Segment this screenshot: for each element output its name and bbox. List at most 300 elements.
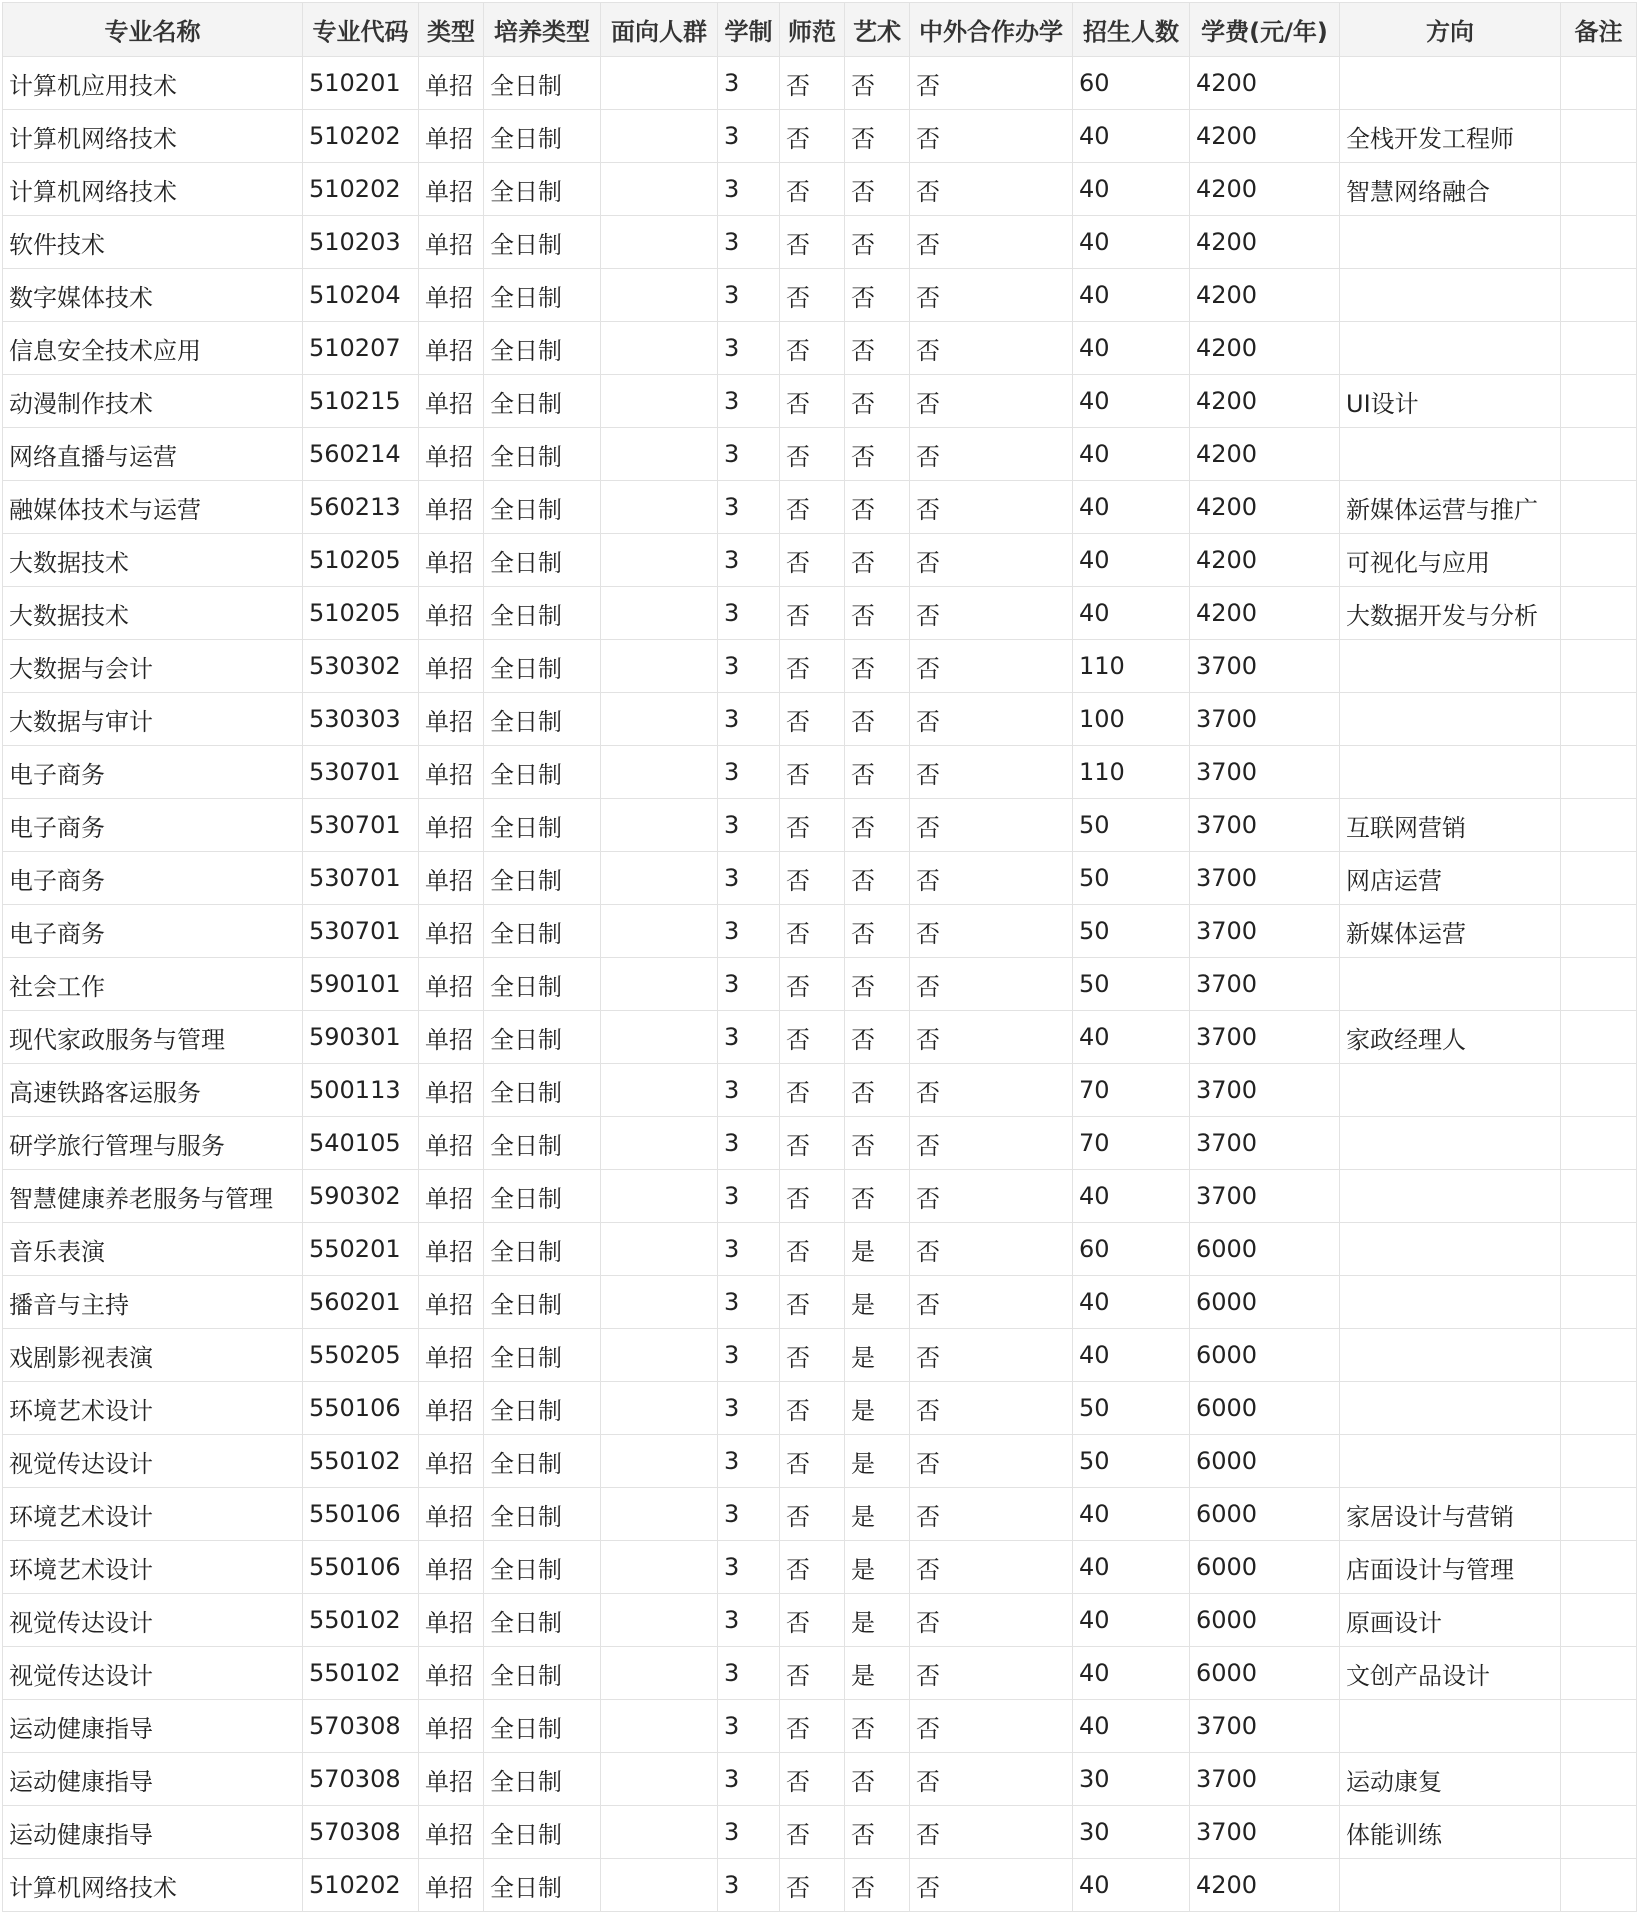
cell-teacher-training: 否 [780, 1329, 845, 1382]
enrollment-table [2, 2, 1637, 1912]
cell-teacher-training: 否 [780, 1223, 845, 1276]
cell-type: 单招 [419, 534, 484, 587]
cell-major-code: 530701 [303, 905, 419, 958]
cell-type: 单招 [419, 1435, 484, 1488]
cell-direction: 新媒体运营 [1340, 905, 1561, 958]
cell-duration: 3 [718, 905, 780, 958]
cell-duration: 3 [718, 958, 780, 1011]
table-row [3, 1488, 1637, 1541]
cell-target-group [601, 1859, 718, 1912]
cell-enrollment: 40 [1073, 1329, 1190, 1382]
cell-major-name: 电子商务 [3, 852, 303, 905]
cell-direction: 家居设计与营销 [1340, 1488, 1561, 1541]
cell-tuition: 4200 [1190, 1859, 1340, 1912]
cell-enrollment: 70 [1073, 1064, 1190, 1117]
cell-tuition: 4200 [1190, 110, 1340, 163]
cell-direction [1340, 1276, 1561, 1329]
cell-remarks [1561, 481, 1637, 534]
cell-tuition: 3700 [1190, 799, 1340, 852]
cell-art: 否 [845, 163, 910, 216]
cell-teacher-training: 否 [780, 1435, 845, 1488]
cell-art: 否 [845, 640, 910, 693]
cell-type: 单招 [419, 57, 484, 110]
cell-type: 单招 [419, 746, 484, 799]
cell-type: 单招 [419, 905, 484, 958]
cell-enrollment: 40 [1073, 1700, 1190, 1753]
table-row [3, 1117, 1637, 1170]
cell-teacher-training: 否 [780, 1647, 845, 1700]
cell-duration: 3 [718, 1435, 780, 1488]
cell-major-code: 550106 [303, 1488, 419, 1541]
cell-study-type: 全日制 [484, 57, 601, 110]
cell-art: 是 [845, 1541, 910, 1594]
cell-tuition: 6000 [1190, 1647, 1340, 1700]
cell-duration: 3 [718, 375, 780, 428]
cell-major-name: 现代家政服务与管理 [3, 1011, 303, 1064]
cell-target-group [601, 269, 718, 322]
cell-remarks [1561, 163, 1637, 216]
cell-duration: 3 [718, 799, 780, 852]
cell-duration: 3 [718, 163, 780, 216]
cell-study-type: 全日制 [484, 1011, 601, 1064]
cell-type: 单招 [419, 1859, 484, 1912]
cell-major-name: 环境艺术设计 [3, 1541, 303, 1594]
cell-art: 否 [845, 905, 910, 958]
cell-major-name: 环境艺术设计 [3, 1382, 303, 1435]
cell-target-group [601, 1806, 718, 1859]
cell-direction: 网店运营 [1340, 852, 1561, 905]
cell-major-name: 电子商务 [3, 746, 303, 799]
cell-type: 单招 [419, 640, 484, 693]
table-row [3, 216, 1637, 269]
cell-teacher-training: 否 [780, 905, 845, 958]
cell-remarks [1561, 1488, 1637, 1541]
cell-study-type: 全日制 [484, 693, 601, 746]
cell-study-type: 全日制 [484, 1541, 601, 1594]
cell-teacher-training: 否 [780, 1382, 845, 1435]
cell-target-group [601, 1170, 718, 1223]
cell-study-type: 全日制 [484, 1594, 601, 1647]
cell-major-code: 510204 [303, 269, 419, 322]
cell-tuition: 4200 [1190, 57, 1340, 110]
cell-remarks [1561, 1806, 1637, 1859]
cell-enrollment: 110 [1073, 746, 1190, 799]
cell-enrollment: 50 [1073, 852, 1190, 905]
cell-art: 是 [845, 1276, 910, 1329]
cell-direction [1340, 1117, 1561, 1170]
cell-art: 否 [845, 587, 910, 640]
cell-teacher-training: 否 [780, 958, 845, 1011]
cell-remarks [1561, 1329, 1637, 1382]
cell-tuition: 6000 [1190, 1223, 1340, 1276]
cell-joint-program: 否 [910, 746, 1073, 799]
cell-remarks [1561, 1859, 1637, 1912]
cell-major-code: 560214 [303, 428, 419, 481]
cell-art: 是 [845, 1594, 910, 1647]
cell-teacher-training: 否 [780, 852, 845, 905]
cell-major-name: 运动健康指导 [3, 1753, 303, 1806]
cell-enrollment: 40 [1073, 481, 1190, 534]
cell-type: 单招 [419, 110, 484, 163]
cell-major-name: 大数据与会计 [3, 640, 303, 693]
cell-tuition: 4200 [1190, 428, 1340, 481]
cell-enrollment: 50 [1073, 905, 1190, 958]
cell-teacher-training: 否 [780, 693, 845, 746]
cell-enrollment: 40 [1073, 1170, 1190, 1223]
col-header-joint-program: 中外合作办学 [910, 3, 1073, 57]
cell-target-group [601, 57, 718, 110]
cell-study-type: 全日制 [484, 746, 601, 799]
cell-tuition: 6000 [1190, 1276, 1340, 1329]
cell-major-name: 软件技术 [3, 216, 303, 269]
cell-teacher-training: 否 [780, 1594, 845, 1647]
col-header-major-code: 专业代码 [303, 3, 419, 57]
cell-major-name: 融媒体技术与运营 [3, 481, 303, 534]
table-row [3, 1170, 1637, 1223]
cell-tuition: 6000 [1190, 1435, 1340, 1488]
cell-major-code: 550106 [303, 1541, 419, 1594]
cell-remarks [1561, 1117, 1637, 1170]
cell-tuition: 3700 [1190, 1753, 1340, 1806]
cell-art: 否 [845, 269, 910, 322]
cell-teacher-training: 否 [780, 587, 845, 640]
cell-direction: 文创产品设计 [1340, 1647, 1561, 1700]
cell-art: 否 [845, 1170, 910, 1223]
table-row [3, 1753, 1637, 1806]
cell-joint-program: 否 [910, 905, 1073, 958]
cell-remarks [1561, 1382, 1637, 1435]
col-header-enrollment: 招生人数 [1073, 3, 1190, 57]
cell-direction [1340, 1435, 1561, 1488]
cell-study-type: 全日制 [484, 269, 601, 322]
table-row [3, 481, 1637, 534]
cell-duration: 3 [718, 1117, 780, 1170]
cell-joint-program: 否 [910, 1064, 1073, 1117]
cell-major-name: 智慧健康养老服务与管理 [3, 1170, 303, 1223]
cell-study-type: 全日制 [484, 905, 601, 958]
cell-duration: 3 [718, 1806, 780, 1859]
cell-joint-program: 否 [910, 57, 1073, 110]
cell-major-code: 510205 [303, 534, 419, 587]
cell-enrollment: 40 [1073, 375, 1190, 428]
cell-tuition: 4200 [1190, 216, 1340, 269]
cell-target-group [601, 1700, 718, 1753]
cell-teacher-training: 否 [780, 746, 845, 799]
table-row [3, 322, 1637, 375]
cell-enrollment: 40 [1073, 216, 1190, 269]
cell-enrollment: 60 [1073, 57, 1190, 110]
cell-duration: 3 [718, 269, 780, 322]
cell-target-group [601, 481, 718, 534]
cell-art: 否 [845, 375, 910, 428]
cell-tuition: 4200 [1190, 375, 1340, 428]
cell-duration: 3 [718, 1170, 780, 1223]
cell-major-code: 550205 [303, 1329, 419, 1382]
cell-art: 否 [845, 110, 910, 163]
cell-tuition: 6000 [1190, 1488, 1340, 1541]
cell-target-group [601, 1753, 718, 1806]
cell-study-type: 全日制 [484, 1064, 601, 1117]
cell-art: 否 [845, 534, 910, 587]
cell-major-code: 560201 [303, 1276, 419, 1329]
cell-art: 是 [845, 1488, 910, 1541]
cell-study-type: 全日制 [484, 1382, 601, 1435]
cell-major-name: 计算机网络技术 [3, 163, 303, 216]
col-header-art: 艺术 [845, 3, 910, 57]
cell-duration: 3 [718, 693, 780, 746]
cell-joint-program: 否 [910, 1382, 1073, 1435]
cell-major-name: 大数据技术 [3, 534, 303, 587]
cell-type: 单招 [419, 1276, 484, 1329]
cell-tuition: 4200 [1190, 587, 1340, 640]
cell-major-name: 研学旅行管理与服务 [3, 1117, 303, 1170]
cell-major-code: 530302 [303, 640, 419, 693]
cell-target-group [601, 1435, 718, 1488]
table-row [3, 1011, 1637, 1064]
cell-tuition: 6000 [1190, 1541, 1340, 1594]
cell-remarks [1561, 534, 1637, 587]
cell-duration: 3 [718, 322, 780, 375]
cell-target-group [601, 640, 718, 693]
cell-tuition: 3700 [1190, 1117, 1340, 1170]
cell-study-type: 全日制 [484, 1329, 601, 1382]
cell-major-name: 视觉传达设计 [3, 1594, 303, 1647]
cell-direction [1340, 1170, 1561, 1223]
cell-art: 是 [845, 1382, 910, 1435]
cell-duration: 3 [718, 1859, 780, 1912]
cell-major-code: 530701 [303, 799, 419, 852]
cell-direction: 运动康复 [1340, 1753, 1561, 1806]
table-row [3, 1541, 1637, 1594]
col-header-major-name: 专业名称 [3, 3, 303, 57]
cell-joint-program: 否 [910, 1806, 1073, 1859]
cell-duration: 3 [718, 1753, 780, 1806]
cell-study-type: 全日制 [484, 1117, 601, 1170]
cell-teacher-training: 否 [780, 428, 845, 481]
cell-type: 单招 [419, 322, 484, 375]
cell-type: 单招 [419, 1488, 484, 1541]
cell-major-code: 550102 [303, 1647, 419, 1700]
cell-joint-program: 否 [910, 1647, 1073, 1700]
cell-art: 否 [845, 1700, 910, 1753]
cell-enrollment: 40 [1073, 1011, 1190, 1064]
cell-target-group [601, 1276, 718, 1329]
cell-major-code: 550102 [303, 1594, 419, 1647]
cell-target-group [601, 587, 718, 640]
col-header-direction: 方向 [1340, 3, 1561, 57]
cell-direction [1340, 693, 1561, 746]
cell-major-code: 510215 [303, 375, 419, 428]
cell-study-type: 全日制 [484, 587, 601, 640]
cell-duration: 3 [718, 1488, 780, 1541]
cell-tuition: 4200 [1190, 534, 1340, 587]
cell-major-code: 550201 [303, 1223, 419, 1276]
col-header-target-group: 面向人群 [601, 3, 718, 57]
cell-enrollment: 30 [1073, 1753, 1190, 1806]
cell-direction: 智慧网络融合 [1340, 163, 1561, 216]
cell-major-name: 环境艺术设计 [3, 1488, 303, 1541]
cell-teacher-training: 否 [780, 375, 845, 428]
table-row [3, 746, 1637, 799]
cell-art: 否 [845, 852, 910, 905]
cell-tuition: 3700 [1190, 905, 1340, 958]
cell-type: 单招 [419, 1117, 484, 1170]
cell-study-type: 全日制 [484, 852, 601, 905]
cell-direction [1340, 1329, 1561, 1382]
cell-tuition: 4200 [1190, 269, 1340, 322]
cell-direction [1340, 1223, 1561, 1276]
cell-major-code: 570308 [303, 1806, 419, 1859]
cell-remarks [1561, 1435, 1637, 1488]
cell-study-type: 全日制 [484, 1223, 601, 1276]
cell-teacher-training: 否 [780, 1488, 845, 1541]
table-row [3, 1700, 1637, 1753]
cell-enrollment: 40 [1073, 534, 1190, 587]
cell-joint-program: 否 [910, 1011, 1073, 1064]
cell-study-type: 全日制 [484, 534, 601, 587]
cell-joint-program: 否 [910, 799, 1073, 852]
cell-enrollment: 40 [1073, 1488, 1190, 1541]
cell-joint-program: 否 [910, 1541, 1073, 1594]
cell-type: 单招 [419, 587, 484, 640]
cell-study-type: 全日制 [484, 1488, 601, 1541]
cell-joint-program: 否 [910, 163, 1073, 216]
cell-enrollment: 50 [1073, 958, 1190, 1011]
cell-target-group [601, 163, 718, 216]
cell-major-name: 运动健康指导 [3, 1700, 303, 1753]
cell-type: 单招 [419, 1647, 484, 1700]
cell-art: 否 [845, 481, 910, 534]
cell-target-group [601, 322, 718, 375]
table-row [3, 1647, 1637, 1700]
cell-major-code: 530701 [303, 746, 419, 799]
cell-duration: 3 [718, 110, 780, 163]
cell-major-code: 570308 [303, 1753, 419, 1806]
cell-type: 单招 [419, 428, 484, 481]
cell-duration: 3 [718, 481, 780, 534]
cell-major-name: 大数据技术 [3, 587, 303, 640]
col-header-tuition: 学费(元/年) [1190, 3, 1340, 57]
cell-major-name: 计算机应用技术 [3, 57, 303, 110]
cell-target-group [601, 1594, 718, 1647]
cell-target-group [601, 905, 718, 958]
cell-duration: 3 [718, 534, 780, 587]
cell-remarks [1561, 905, 1637, 958]
cell-type: 单招 [419, 1753, 484, 1806]
table-row [3, 905, 1637, 958]
cell-teacher-training: 否 [780, 1011, 845, 1064]
cell-remarks [1561, 746, 1637, 799]
table-row [3, 163, 1637, 216]
cell-study-type: 全日制 [484, 799, 601, 852]
cell-joint-program: 否 [910, 110, 1073, 163]
cell-enrollment: 40 [1073, 322, 1190, 375]
cell-target-group [601, 375, 718, 428]
cell-teacher-training: 否 [780, 799, 845, 852]
cell-remarks [1561, 1011, 1637, 1064]
cell-major-code: 590301 [303, 1011, 419, 1064]
cell-art: 否 [845, 1806, 910, 1859]
cell-art: 是 [845, 1223, 910, 1276]
cell-remarks [1561, 587, 1637, 640]
enrollment-table-container [2, 2, 1636, 1912]
cell-major-name: 电子商务 [3, 905, 303, 958]
cell-direction: 原画设计 [1340, 1594, 1561, 1647]
table-row [3, 428, 1637, 481]
cell-joint-program: 否 [910, 1700, 1073, 1753]
cell-study-type: 全日制 [484, 640, 601, 693]
cell-type: 单招 [419, 1223, 484, 1276]
cell-major-name: 播音与主持 [3, 1276, 303, 1329]
cell-joint-program: 否 [910, 1117, 1073, 1170]
table-body [3, 57, 1637, 1912]
cell-joint-program: 否 [910, 1753, 1073, 1806]
table-row [3, 1329, 1637, 1382]
cell-type: 单招 [419, 1806, 484, 1859]
cell-target-group [601, 746, 718, 799]
cell-direction [1340, 746, 1561, 799]
cell-major-code: 530701 [303, 852, 419, 905]
table-row [3, 534, 1637, 587]
cell-type: 单招 [419, 1064, 484, 1117]
cell-enrollment: 40 [1073, 587, 1190, 640]
cell-direction: 新媒体运营与推广 [1340, 481, 1561, 534]
cell-major-code: 510203 [303, 216, 419, 269]
table-row [3, 799, 1637, 852]
col-header-remarks: 备注 [1561, 3, 1637, 57]
cell-type: 单招 [419, 852, 484, 905]
table-row [3, 640, 1637, 693]
table-row [3, 1435, 1637, 1488]
cell-major-code: 510202 [303, 1859, 419, 1912]
cell-remarks [1561, 1647, 1637, 1700]
cell-remarks [1561, 110, 1637, 163]
cell-type: 单招 [419, 1011, 484, 1064]
cell-major-code: 510202 [303, 110, 419, 163]
cell-remarks [1561, 640, 1637, 693]
cell-art: 否 [845, 958, 910, 1011]
cell-major-name: 视觉传达设计 [3, 1435, 303, 1488]
cell-teacher-training: 否 [780, 534, 845, 587]
cell-teacher-training: 否 [780, 1064, 845, 1117]
cell-study-type: 全日制 [484, 1276, 601, 1329]
cell-tuition: 4200 [1190, 163, 1340, 216]
cell-enrollment: 40 [1073, 1594, 1190, 1647]
cell-duration: 3 [718, 1594, 780, 1647]
cell-joint-program: 否 [910, 216, 1073, 269]
table-row [3, 1859, 1637, 1912]
col-header-teacher-training: 师范 [780, 3, 845, 57]
cell-major-code: 530303 [303, 693, 419, 746]
cell-target-group [601, 1382, 718, 1435]
cell-type: 单招 [419, 481, 484, 534]
cell-enrollment: 30 [1073, 1806, 1190, 1859]
cell-type: 单招 [419, 163, 484, 216]
cell-type: 单招 [419, 958, 484, 1011]
cell-target-group [601, 1117, 718, 1170]
cell-target-group [601, 1223, 718, 1276]
cell-art: 否 [845, 1117, 910, 1170]
cell-art: 否 [845, 799, 910, 852]
cell-art: 是 [845, 1647, 910, 1700]
table-row [3, 375, 1637, 428]
cell-enrollment: 40 [1073, 163, 1190, 216]
cell-joint-program: 否 [910, 428, 1073, 481]
cell-study-type: 全日制 [484, 1753, 601, 1806]
cell-joint-program: 否 [910, 1488, 1073, 1541]
cell-direction: 可视化与应用 [1340, 534, 1561, 587]
cell-direction [1340, 1700, 1561, 1753]
